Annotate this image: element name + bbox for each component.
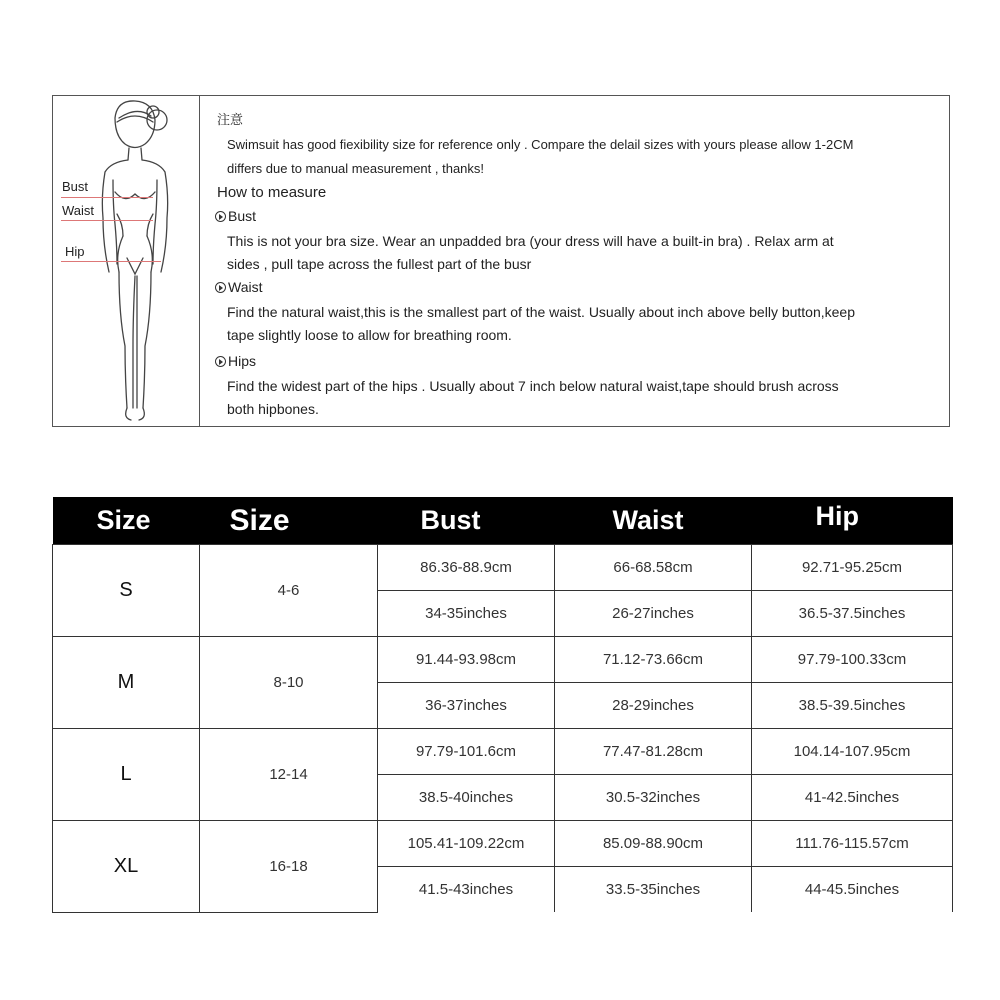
waist-line-2: tape slightly loose to allow for breathing room. [227, 327, 512, 343]
waist-measure-line [61, 220, 153, 221]
bust-line-1: This is not your bra size. Wear an unpadded bra (your dress will have a built-in bra) . Relax arm at [227, 233, 834, 249]
how-to-measure-heading: How to measure [217, 184, 327, 201]
header-waist: Waist [555, 497, 752, 545]
header-bust: Bust [378, 497, 555, 545]
play-bullet-icon [215, 282, 226, 293]
note-line-1: Swimsuit has good fiexibility size for reference only . Compare the delail sizes with yours please allow 1-2CM [227, 137, 854, 152]
waist-cm-cell: 85.09-88.90cm [555, 821, 752, 867]
hip-measure-line [61, 261, 161, 262]
waist-in-cell: 30.5-32inches [555, 775, 752, 821]
play-bullet-icon [215, 211, 226, 222]
waist-in-cell: 26-27inches [555, 591, 752, 637]
waist-in-cell: 28-29inches [555, 683, 752, 729]
header-us-size: Size [200, 497, 378, 545]
hip-in-cell: 38.5-39.5inches [752, 683, 953, 729]
hip-cm-cell: 92.71-95.25cm [752, 545, 953, 591]
note-line-2: differs due to manual measurement , thanks! [227, 161, 485, 176]
bust-measure-line [61, 197, 153, 198]
header-size: Size [53, 497, 200, 545]
hip-cm-cell: 97.79-100.33cm [752, 637, 953, 683]
waist-cm-cell: 71.12-73.66cm [555, 637, 752, 683]
bust-in-cell: 41.5-43inches [378, 867, 555, 913]
us-size-cell: 16-18 [200, 821, 378, 913]
guide-divider [199, 96, 200, 426]
size-cell: M [53, 637, 200, 729]
bust-in-cell: 36-37inches [378, 683, 555, 729]
bust-heading-label: Bust [228, 208, 257, 224]
table-row [53, 637, 953, 683]
size-cell: S [53, 545, 200, 637]
waist-heading-label: Waist [228, 279, 263, 295]
hips-line-1: Find the widest part of the hips . Usually about 7 inch below natural waist,tape should brush across [227, 378, 839, 394]
bust-in-cell: 34-35inches [378, 591, 555, 637]
hips-heading [215, 353, 256, 369]
table-row [53, 545, 953, 591]
waist-in-cell: 33.5-35inches [555, 867, 752, 913]
size-cell: L [53, 729, 200, 821]
measurement-guide [52, 95, 950, 427]
us-size-cell: 12-14 [200, 729, 378, 821]
hip-cm-cell: 104.14-107.95cm [752, 729, 953, 775]
waist-line-1: Find the natural waist,this is the smallest part of the waist. Usually about inch above belly button,keep [227, 304, 856, 320]
bust-cm-cell: 86.36-88.9cm [378, 545, 555, 591]
us-size-cell: 4-6 [200, 545, 378, 637]
figure-label-waist: Waist [62, 203, 95, 218]
hip-cm-cell: 111.76-115.57cm [752, 821, 953, 867]
play-bullet-icon [215, 356, 226, 367]
table-row [53, 729, 953, 775]
waist-cm-cell: 77.47-81.28cm [555, 729, 752, 775]
size-cell: XL [53, 821, 200, 913]
hips-heading-label: Hips [228, 353, 257, 369]
body-figure [53, 96, 199, 426]
bust-line-2: sides , pull tape across the fullest part of the busr [227, 256, 532, 272]
bust-heading [215, 208, 256, 224]
waist-heading [215, 279, 262, 295]
table-row [53, 821, 953, 867]
hip-in-cell: 41-42.5inches [752, 775, 953, 821]
figure-label-bust: Bust [62, 179, 89, 194]
bust-cm-cell: 91.44-93.98cm [378, 637, 555, 683]
bust-cm-cell: 97.79-101.6cm [378, 729, 555, 775]
figure-label-hip: Hip [65, 244, 85, 259]
note-title: 注意 [217, 112, 244, 127]
size-chart-table [52, 497, 953, 913]
us-size-cell: 8-10 [200, 637, 378, 729]
hip-in-cell: 44-45.5inches [752, 867, 953, 913]
waist-cm-cell: 66-68.58cm [555, 545, 752, 591]
hip-in-cell: 36.5-37.5inches [752, 591, 953, 637]
bust-cm-cell: 105.41-109.22cm [378, 821, 555, 867]
hips-line-2: both hipbones. [227, 401, 319, 417]
bust-in-cell: 38.5-40inches [378, 775, 555, 821]
header-hip: Hip [752, 497, 953, 545]
table-header-row [53, 497, 953, 545]
